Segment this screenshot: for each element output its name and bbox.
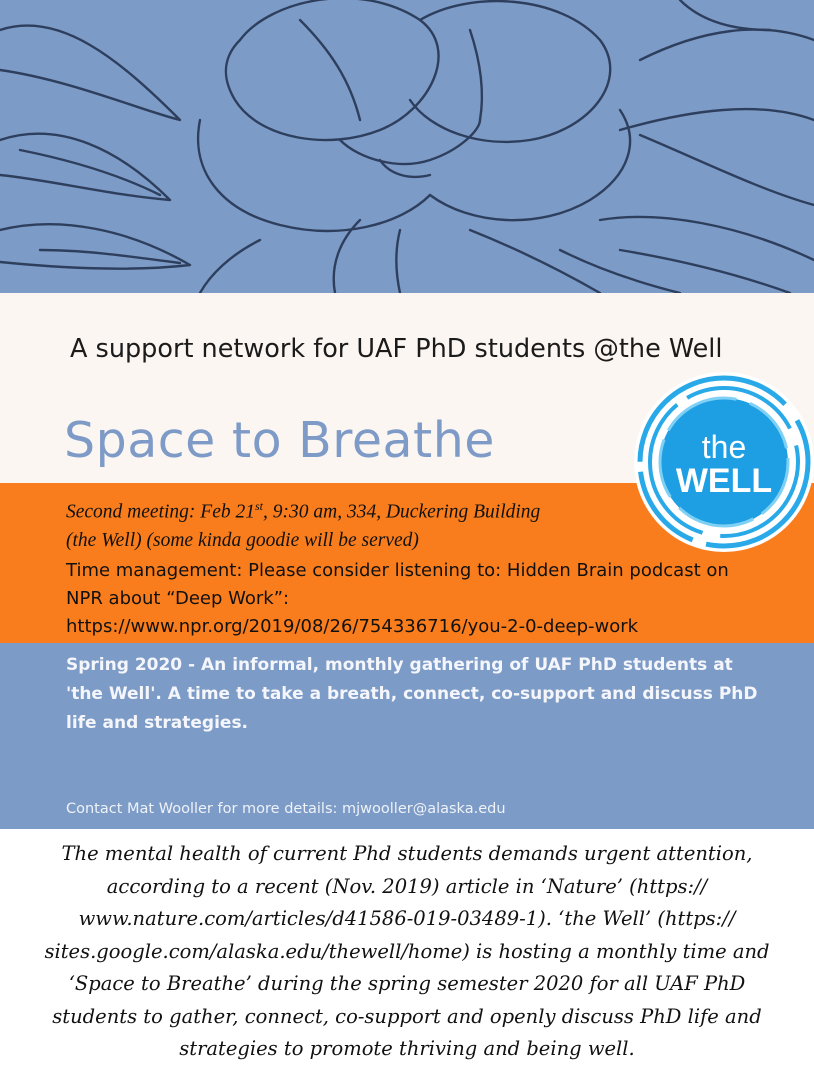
logo-text-well: WELL xyxy=(675,462,773,500)
body-line: The mental health of current Phd students demands urgent attention, xyxy=(61,842,753,865)
body-line: www.nature.com/articles/d41586-019-03489-1). ‘the Well’ (https:// xyxy=(78,907,736,930)
contact-line: Contact Mat Wooller for more details: mjwooller@alaska.edu xyxy=(66,801,506,817)
logo-text-the: the xyxy=(701,429,747,465)
tagline: A support network for UAF PhD students @the Well xyxy=(70,334,723,364)
meeting-details xyxy=(66,492,540,555)
podcast-link[interactable]: https://www.npr.org/2019/08/26/754336716/you-2-0-deep-work xyxy=(66,616,639,637)
body-line: sites.google.com/alaska.edu/thewell/home) is hosting a monthly time and xyxy=(44,939,770,963)
page-title: Space to Breathe xyxy=(64,412,495,469)
body-line: students to gather, connect, co-support and openly discuss PhD life and xyxy=(52,1004,762,1028)
body-line: strategies to promote thriving and being well. xyxy=(179,1037,635,1060)
flower-illustration xyxy=(0,0,814,293)
spring-description: Spring 2020 - An informal, monthly gathering of UAF PhD students at 'the Well'. A time to take a breath, connect, co-support and discuss PhD life and strategies. xyxy=(66,655,758,733)
meeting-date: Second meeting: Feb 21 xyxy=(66,501,255,523)
tm-line-2: NPR about “Deep Work”: xyxy=(66,588,290,609)
body-paragraph xyxy=(14,838,800,1066)
time-management-note xyxy=(66,557,729,641)
body-line: ‘Space to Breathe’ during the spring semester 2020 for all UAF PhD xyxy=(68,972,746,995)
meeting-date-suffix: st xyxy=(254,499,263,513)
tm-line-1: Time management: Please consider listening to: Hidden Brain podcast on xyxy=(66,560,729,581)
body-line: according to a recent (Nov. 2019) article in ‘Nature’ (https:// xyxy=(106,874,708,898)
meeting-line-2: (the Well) (some kinda goodie will be served) xyxy=(66,529,419,551)
meeting-line-1 xyxy=(66,492,540,527)
the-well-logo xyxy=(632,370,814,554)
meeting-location: , 9:30 am, 334, Duckering Building xyxy=(263,501,541,523)
